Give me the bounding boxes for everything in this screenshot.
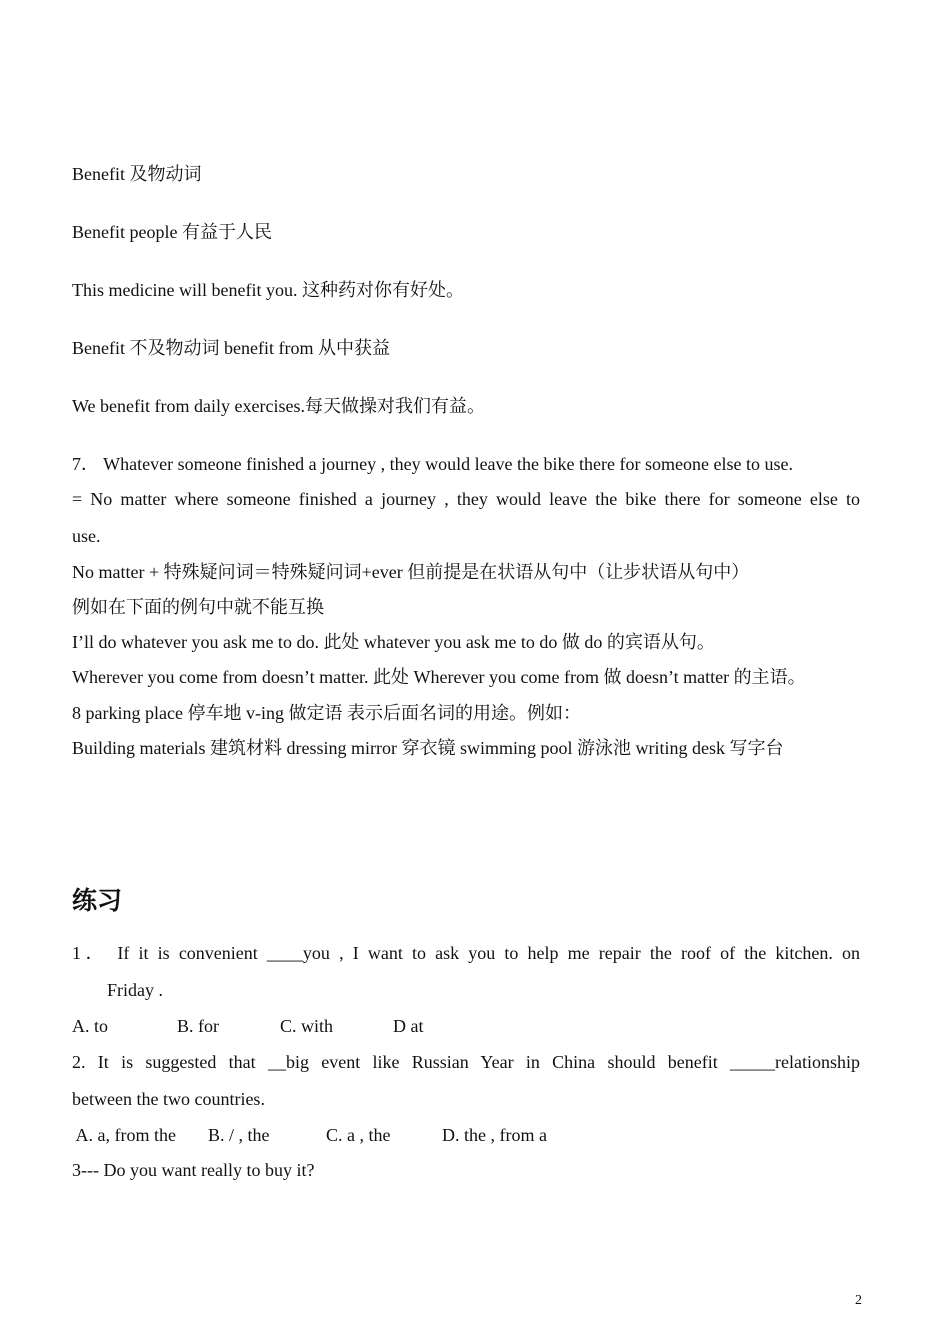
note-benefit-intransitive: Benefit 不及物动词 benefit from 从中获益 xyxy=(72,338,390,358)
question-1-continued: Friday . xyxy=(107,980,163,1000)
question-3-text: 3--- Do you want really to buy it? xyxy=(72,1160,315,1180)
option-d: D. the , from a xyxy=(442,1125,547,1145)
note-medicine-example: This medicine will benefit you. 这种药对你有好处。 xyxy=(72,280,464,300)
note-benefit-people: Benefit people 有益于人民 xyxy=(72,222,272,242)
question-2-text: 2. It is suggested that __big event like Russian Year in China should benefit _____relationship xyxy=(72,1052,860,1072)
exercise-heading: 练习 xyxy=(72,888,123,915)
note-no-matter-rule: No matter + 特殊疑问词＝特殊疑问词+ever 但前提是在状语从句中（让步状语从句中） xyxy=(72,562,750,582)
note-example-intro: 例如在下面的例句中就不能互换 xyxy=(72,597,324,617)
question-2-continued: between the two countries. xyxy=(72,1089,265,1109)
option-c: C. a , the xyxy=(326,1125,391,1145)
page-number: 2 xyxy=(855,1293,862,1308)
note-wherever-example: Wherever you come from doesn’t matter. 此处 Wherever you come from 做 doesn’t matter 的主语。 xyxy=(72,667,806,687)
option-d: D at xyxy=(393,1016,424,1036)
question-1-options xyxy=(72,1014,424,1038)
note-whatever-example: I’ll do whatever you ask me to do. 此处 whatever you ask me to do 做 do 的宾语从句。 xyxy=(72,632,715,652)
question-1 xyxy=(72,941,860,965)
question-1-text: 1． If it is convenient ____you , I want to ask you to help me repair the roof of the kitchen. on xyxy=(72,943,860,963)
note-exercise-example: We benefit from daily exercises.每天做操对我们有益。 xyxy=(72,396,485,416)
option-b: B. for xyxy=(177,1016,219,1036)
question-2-options xyxy=(72,1123,547,1147)
note-ving-examples: Building materials 建筑材料 dressing mirror 穿衣镜 swimming pool 游泳池 writing desk 写字台 xyxy=(72,738,784,758)
option-a: A. a, from the xyxy=(72,1125,176,1145)
note-8-parking-place: 8 parking place 停车地 v-ing 做定语 表示后面名词的用途。例如： xyxy=(72,703,581,723)
note-benefit-transitive: Benefit 及物动词 xyxy=(72,164,202,184)
note-7-use: use. xyxy=(72,526,101,546)
note-7-whatever: 7． Whatever someone finished a journey , they would leave the bike there for someone else to use. xyxy=(72,454,793,474)
note-7-no-matter: = No matter where someone finished a journey , they would leave the bike there for someone else to xyxy=(72,489,860,509)
option-a: A. to xyxy=(72,1016,108,1036)
option-b: B. / , the xyxy=(208,1125,270,1145)
option-c: C. with xyxy=(280,1016,334,1036)
